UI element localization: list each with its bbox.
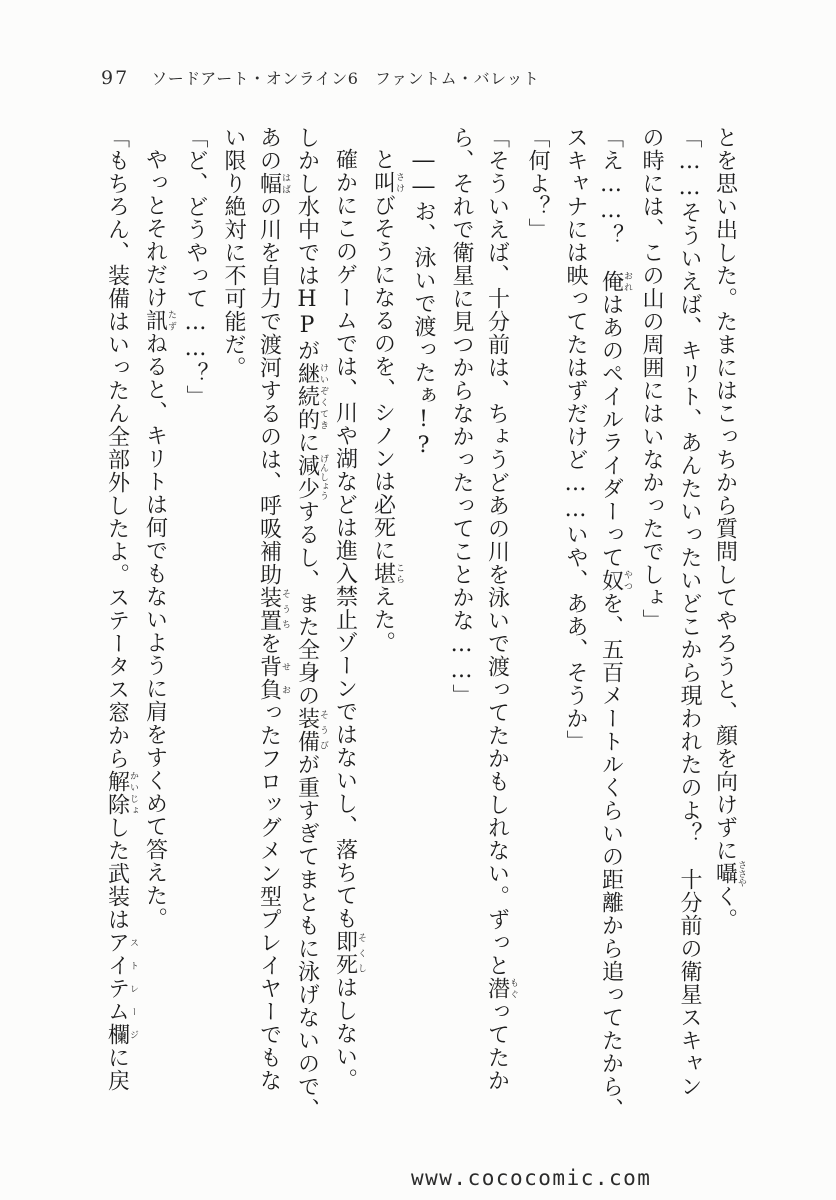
text-column: 確かにこのゲームでは、川や湖などは進入禁止ゾーンではないし、落ちても即死そくしはしない。	[332, 148, 366, 1091]
furigana: おれ	[622, 270, 632, 293]
text-column: 「そういえば、十分前は、ちょうどあの川を泳いで渡ってたかもしれない。ずっと潜もぐってたか	[484, 126, 518, 1092]
text-column: 「……そういえば、キリト、あんたいったいどこから現われたのよ？ 十分前の衛星スキャン	[677, 126, 702, 1098]
text-column: 「え……？ 俺おれはあのペイルライダーって奴やつを、五百メートルくらいの距離から追ってたから、	[598, 126, 632, 1121]
ruby-annotated-word: 叫さけ	[370, 171, 404, 194]
furigana: そうび	[318, 707, 328, 753]
page-footer	[411, 1166, 651, 1190]
watermark-url: www.cococomic.com	[411, 1166, 652, 1190]
ruby-annotated-word: 奴やつ	[598, 569, 632, 592]
text-column: 「もちろん、装備はいったん全部外したよ。ステータス窓から解除かいじょした武装はアイテム欄ストレージに戻	[104, 126, 138, 1092]
furigana: ストレージ	[128, 931, 138, 1046]
ruby-annotated-word: 背負せお	[256, 655, 290, 701]
text-column: 「何よ？」	[525, 126, 550, 241]
furigana: せお	[280, 655, 290, 701]
text-column: やっとそれだけ訊たずねると、キリトは何でもないように肩をすくめて答えた。	[142, 148, 176, 930]
page-header	[101, 66, 539, 89]
furigana: はば	[280, 172, 290, 195]
novel-text	[100, 126, 746, 1121]
text-column: しかし水中ではHPが継続的けいぞくてきに減少げんしょうするし、また全身の装備そうびが重すぎてまともに泳げないので、	[294, 126, 328, 1121]
text-column: ら、それで衛星に見つからなかったってことかな……」	[449, 126, 474, 707]
furigana: ささや	[736, 860, 746, 887]
text-column: 「ど、どうやって……？」	[183, 126, 208, 408]
text-column: スキャナには映ってたはずだけど……いや、ああ、そうか」	[563, 126, 588, 753]
ruby-annotated-word: 装備そうび	[294, 707, 328, 753]
ruby-annotated-word: 堪こら	[370, 562, 404, 585]
furigana: やつ	[622, 569, 632, 592]
furigana: げんしょう	[318, 454, 328, 500]
ruby-annotated-word: 減少げんしょう	[294, 454, 328, 500]
furigana: こら	[394, 562, 404, 585]
ruby-annotated-word: 装置そうち	[256, 586, 290, 632]
furigana: もぐ	[508, 977, 518, 1000]
text-column: と叫さけびそうになるのを、シノンは必死に堪こらえた。	[370, 148, 404, 654]
ruby-annotated-word: 解除かいじょ	[104, 770, 138, 816]
ruby-annotated-word: 継続的けいぞくてき	[294, 362, 328, 431]
furigana: かいじょ	[128, 770, 138, 816]
ruby-annotated-word: 潜もぐ	[484, 977, 518, 1000]
furigana: そくし	[356, 930, 366, 976]
ruby-annotated-word: 即死そくし	[332, 930, 366, 976]
furigana: けいぞくてき	[318, 362, 328, 431]
text-column: あの幅はばの川を自力で渡河するのは、呼吸補助装置そうちを背負せおったフロッグメン型プレイヤーでもな	[256, 126, 290, 1092]
text-column: ――お、泳いで渡ったぁ!?	[411, 148, 436, 459]
ruby-annotated-word: 幅はば	[256, 172, 290, 195]
header-title: ソードアート・オンライン6 ファントム・バレット	[151, 69, 540, 88]
ruby-annotated-word: 囁ささや	[712, 860, 746, 887]
furigana: そうち	[280, 586, 290, 632]
furigana: たず	[166, 309, 176, 332]
page-number: 97	[101, 67, 130, 89]
ruby-annotated-word: アイテム欄ストレージ	[104, 931, 138, 1046]
text-column: の時には、この山の周囲にはいなかったでしょ」	[639, 126, 664, 632]
ruby-annotated-word: 訊たず	[142, 309, 176, 332]
ruby-annotated-word: 俺おれ	[598, 270, 632, 293]
text-column: い限り絶対に不可能だ。	[221, 126, 246, 379]
furigana: さけ	[394, 171, 404, 194]
text-column: とを思い出した。たまにはこっちから質問してやろうと、顔を向けずに囁ささやく。	[712, 126, 746, 931]
